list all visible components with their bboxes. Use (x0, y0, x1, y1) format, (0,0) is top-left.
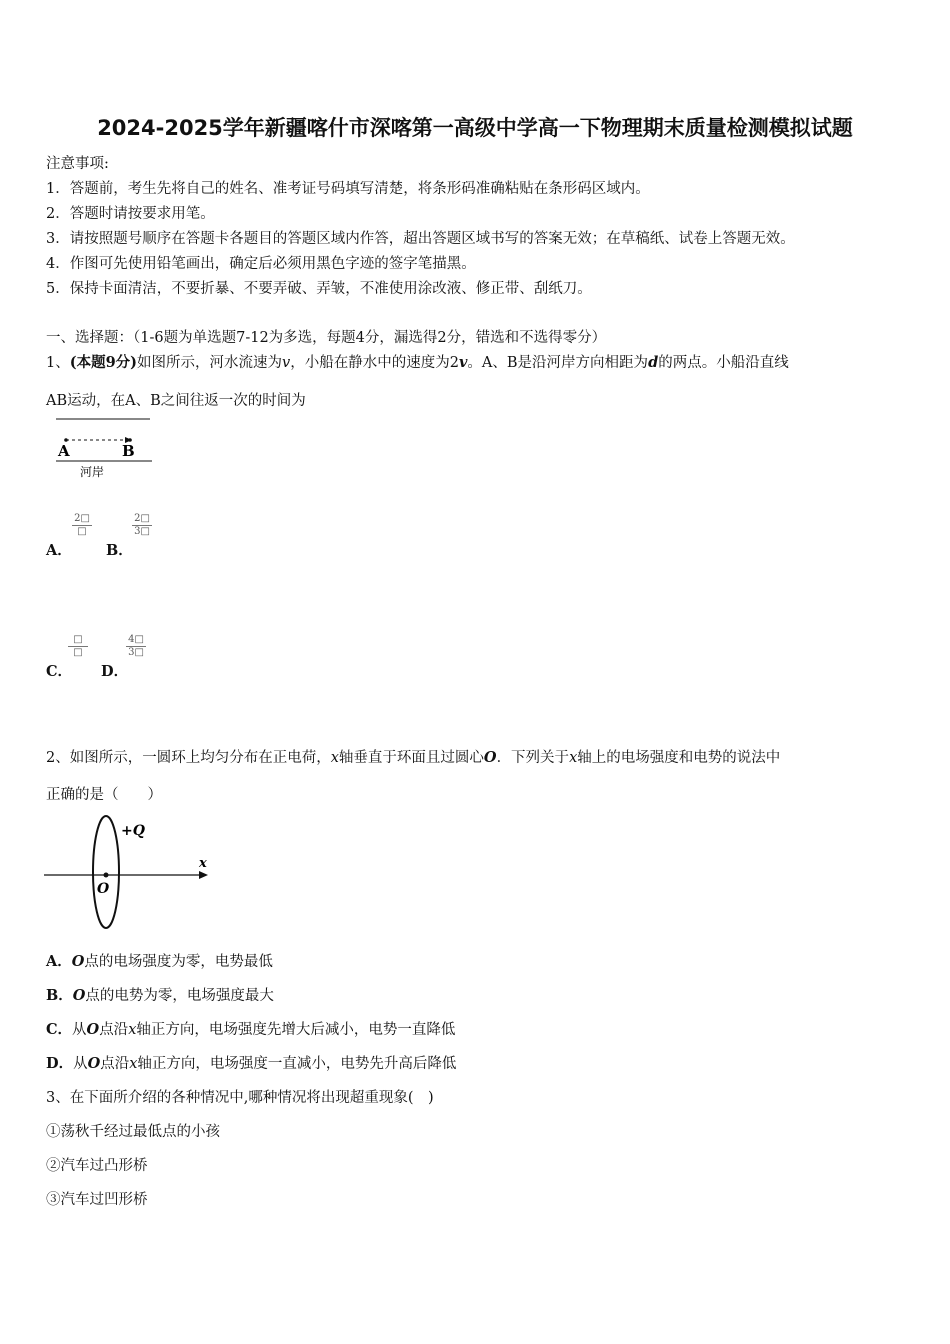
axis-label: x (199, 856, 207, 871)
option-label: D． (46, 1055, 74, 1072)
option-text: 轴正方向，电场强度先增大后减小，电势一直降低 (136, 1022, 456, 1038)
q2-text: 2、如图所示，一圆环上均匀分布在正电荷， (46, 750, 331, 766)
q1-option-d-label[interactable]: D． (101, 663, 129, 680)
q1-var-v: v (458, 354, 468, 371)
page-title: 2024-2025学年新疆喀什市深喀第一高级中学高一下物理期末质量检测模拟试题 (97, 116, 853, 140)
fraction-numerator: □ (68, 634, 88, 647)
q1-option-c-fraction (68, 634, 88, 659)
q1-text: 的两点。小船沿直线 (658, 355, 789, 371)
q2-var-x: x (330, 750, 339, 766)
q2-option-c[interactable] (46, 1018, 455, 1039)
q2-ring-figure (44, 814, 214, 936)
fraction-numerator: 2□ (72, 513, 92, 526)
var-x: x (129, 1056, 138, 1072)
q1-option-a-label[interactable]: A． (46, 542, 72, 559)
q1-option-b-fraction (132, 513, 152, 538)
q2-option-a[interactable] (46, 950, 273, 971)
q2-text: ．下列关于 (496, 750, 570, 766)
fraction-denominator: 3□ (128, 647, 144, 658)
q2-stem-line2: 正确的是（ ） (46, 787, 162, 803)
option-label: B． (46, 987, 73, 1004)
q1-option-d-fraction (126, 634, 146, 659)
q3-item[interactable]: ②汽车过凸形桥 (46, 1158, 148, 1174)
option-text: 轴正方向，电场强度一直减小，电势先升高后降低 (137, 1056, 457, 1072)
var-o: O (87, 1055, 101, 1072)
option-label: C． (46, 1021, 73, 1038)
q1-text: ，小船在静水中的速度为2 (290, 355, 459, 371)
x-axis-arrow-icon (199, 871, 208, 879)
fraction-denominator: 3□ (134, 526, 150, 537)
q1-var-d: d (648, 354, 659, 371)
bank-label: 河岸 (80, 465, 105, 479)
q2-var-o: O (483, 749, 497, 766)
notice-item: 3．请按照题号顺序在答题卡各题目的答题区域内作答，超出答题区域书写的答案无效；在草稿纸、试卷上答题无效。 (46, 231, 795, 247)
q1-score: (本题9分) (69, 354, 138, 371)
var-o: O (86, 1021, 100, 1038)
option-text: 从 (72, 1022, 87, 1038)
q1-var-v: v (282, 355, 291, 371)
q2-text: 轴垂直于环面且过圆心 (338, 750, 484, 766)
center-point-dot (104, 873, 109, 878)
q2-var-x: x (569, 750, 578, 766)
q2-text: 轴上的电场强度和电势的说法中 (577, 750, 781, 766)
notice-item: 2．答题时请按要求用笔。 (46, 206, 215, 222)
q1-river-figure (52, 412, 162, 482)
q1-text: 如图所示，河水流速为 (137, 355, 283, 371)
q3-item[interactable]: ①荡秋千经过最低点的小孩 (46, 1124, 220, 1140)
label-b: B (122, 442, 135, 460)
fraction-denominator: □ (73, 647, 83, 658)
option-text: 从 (73, 1056, 88, 1072)
q1-stem-line2: AB运动，在A、B之间往返一次的时间为 (46, 393, 306, 409)
q3-item[interactable]: ③汽车过凹形桥 (46, 1192, 148, 1208)
q1-option-a-fraction (72, 513, 92, 538)
q1-number: 1、 (46, 355, 70, 371)
fraction-numerator: 4□ (126, 634, 146, 647)
option-text: 点的电场强度为零，电势最低 (84, 954, 273, 970)
notice-heading: 注意事项: (46, 156, 109, 172)
charge-label: +Q (121, 823, 145, 839)
notice-item: 1．答题前，考生先将自己的姓名、准考证号码填写清楚，将条形码准确粘贴在条形码区域内。 (46, 181, 650, 197)
section-heading: 一、选择题：（1-6题为单选题7-12为多选，每题4分，漏选得2分，错选和不选得零分） (46, 330, 607, 346)
q2-option-d[interactable] (46, 1052, 456, 1073)
q3-stem: 3、在下面所介绍的各种情况中,哪种情况将出现超重现象( ) (46, 1090, 434, 1106)
notice-item: 4．作图可先使用铅笔画出，确定后必须用黑色字迹的签字笔描黑。 (46, 256, 476, 272)
center-label: O (97, 881, 110, 897)
charged-ring (93, 816, 119, 928)
option-text: 点沿 (99, 1022, 129, 1038)
q2-option-b[interactable] (46, 984, 274, 1005)
var-x: x (128, 1022, 137, 1038)
var-o: O (72, 987, 86, 1004)
q1-option-b-label[interactable]: B． (106, 542, 133, 559)
q1-option-c-label[interactable]: C． (46, 663, 73, 680)
option-label: A． (46, 953, 72, 970)
option-text: 点的电势为零，电场强度最大 (85, 988, 274, 1004)
notice-item: 5．保持卡面清洁，不要折暴、不要弄破、弄皱，不准使用涂改液、修正带、刮纸刀。 (46, 281, 592, 297)
q1-stem-line1 (46, 351, 789, 372)
q2-stem-line1 (46, 746, 780, 767)
fraction-numerator: 2□ (132, 513, 152, 526)
label-a: A (58, 442, 70, 460)
q1-text: 。A、B是沿河岸方向相距为 (467, 355, 649, 371)
var-o: O (71, 953, 85, 970)
option-text: 点沿 (100, 1056, 130, 1072)
fraction-denominator: □ (77, 526, 87, 537)
